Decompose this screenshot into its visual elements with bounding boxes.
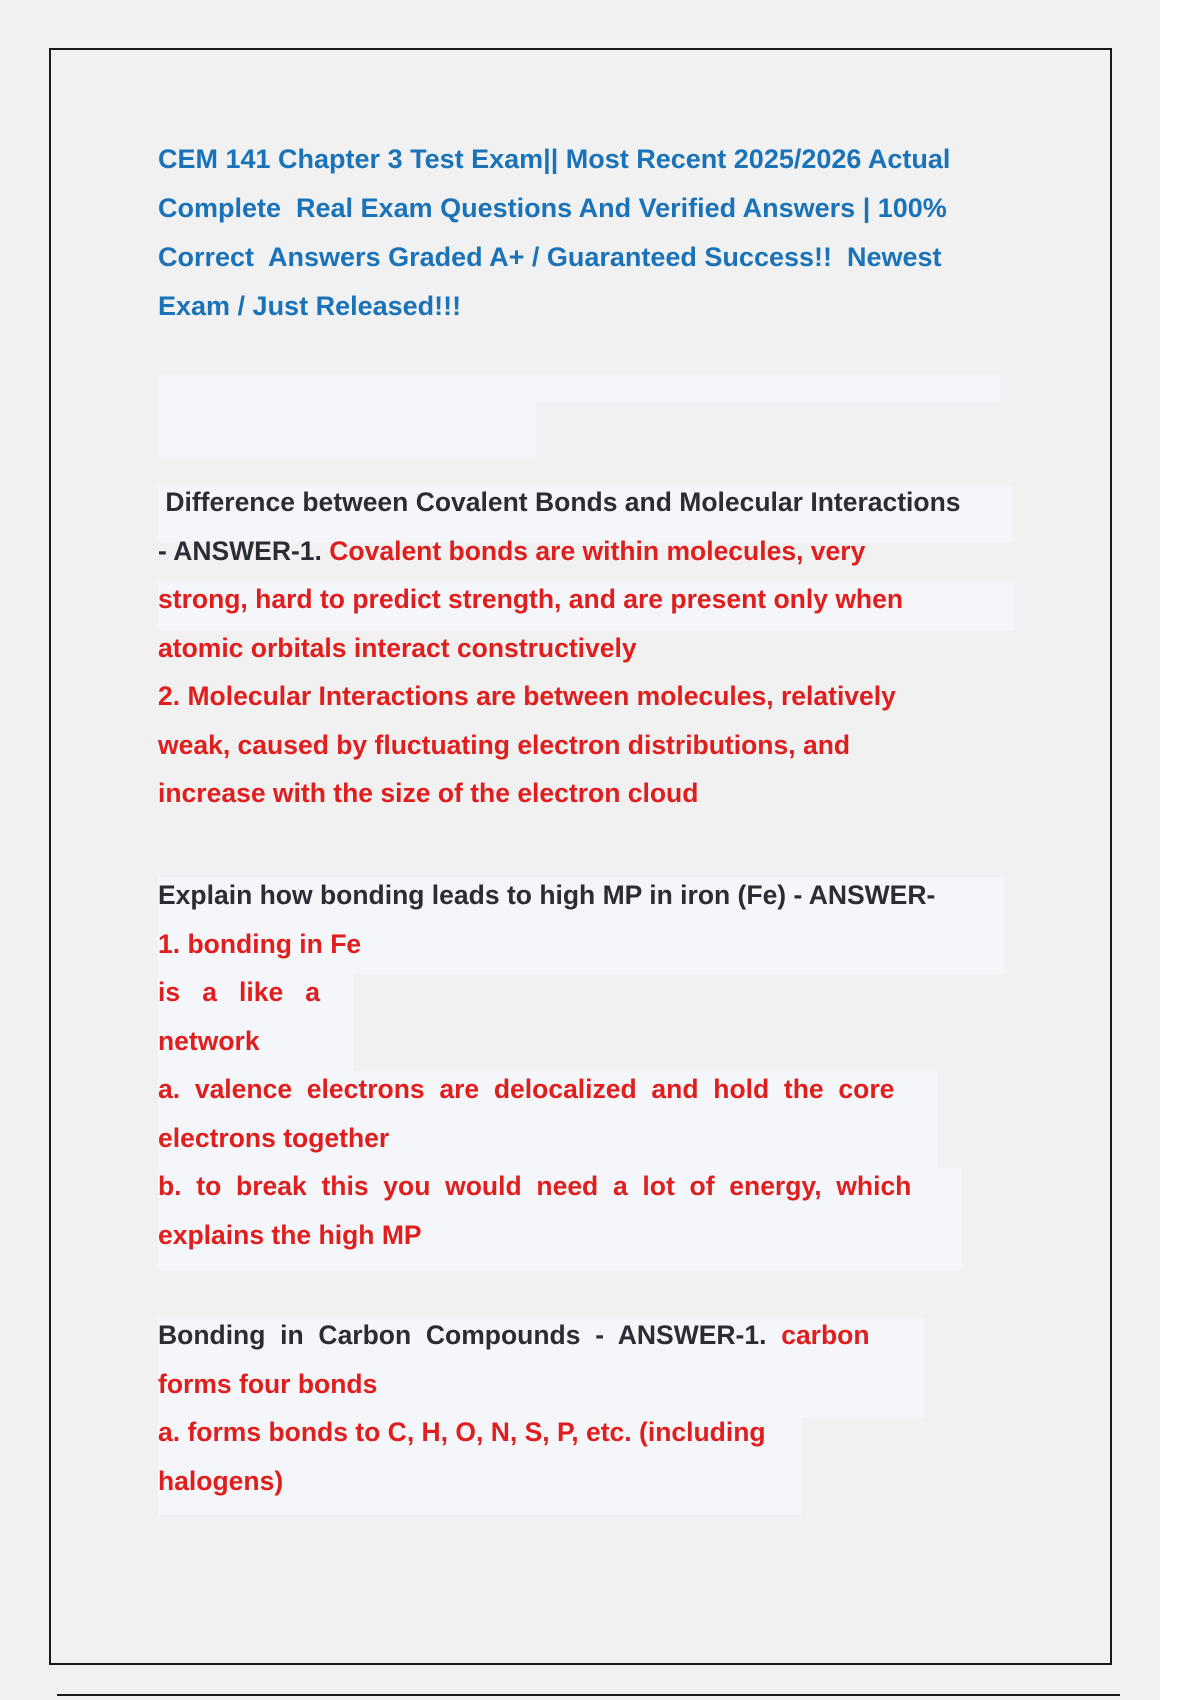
answer-text: 2. Molecular Interactions are between molecules, relatively: [158, 681, 896, 711]
answer-text: carbon: [781, 1320, 870, 1350]
title-line: CEM 141 Chapter 3 Test Exam|| Most Recent 2025/2026 Actual: [158, 144, 951, 174]
answer-prefix: - ANSWER-1.: [158, 535, 330, 566]
answer-text: network: [158, 1025, 260, 1056]
title-line: Correct Answers Graded A+ / Guaranteed Success!! Newest: [158, 242, 942, 272]
answer-text: a. forms bonds to C, H, O, N, S, P, etc. (including: [158, 1417, 766, 1447]
answer-text: atomic orbitals interact constructively: [158, 632, 637, 663]
question-text: Explain how bonding leads to high MP in iron (Fe) - ANSWER-: [158, 880, 936, 910]
blank-highlight-band: [158, 375, 1000, 403]
answer-text: increase with the size of the electron cloud: [158, 778, 699, 808]
qa-item: [158, 871, 935, 1259]
document-title: [158, 135, 1018, 331]
blank-highlight-band: [158, 403, 536, 458]
answer-text: strong, hard to predict strength, and are present only when: [158, 584, 904, 614]
answer-text: a. valence electrons are delocalized and hold the core: [158, 1074, 895, 1104]
answer-text: electrons together: [158, 1122, 390, 1153]
answer-text: weak, caused by fluctuating electron distributions, and: [158, 729, 851, 760]
title-line: Complete Real Exam Questions And Verified Answers | 100%: [158, 193, 947, 223]
qa-item: [158, 1311, 870, 1505]
answer-text: Covalent bonds are within molecules, very: [329, 535, 866, 566]
answer-text: explains the high MP: [158, 1219, 422, 1250]
qa-item: [158, 478, 961, 818]
document-body: [158, 135, 1018, 331]
answer-text: b. to break this you would need a lot of energy, which: [158, 1171, 912, 1201]
question-text: Bonding in Carbon Compounds - ANSWER-1.: [158, 1320, 782, 1350]
answer-text: forms four bonds: [158, 1368, 378, 1399]
question-text: Difference between Covalent Bonds and Molecular Interactions: [158, 487, 961, 517]
answer-text: is a like a: [158, 977, 321, 1007]
page-divider: [57, 1694, 1120, 1696]
title-line: Exam / Just Released!!!: [158, 291, 462, 321]
answer-text: 1. bonding in Fe: [158, 928, 362, 959]
answer-text: halogens): [158, 1465, 284, 1496]
